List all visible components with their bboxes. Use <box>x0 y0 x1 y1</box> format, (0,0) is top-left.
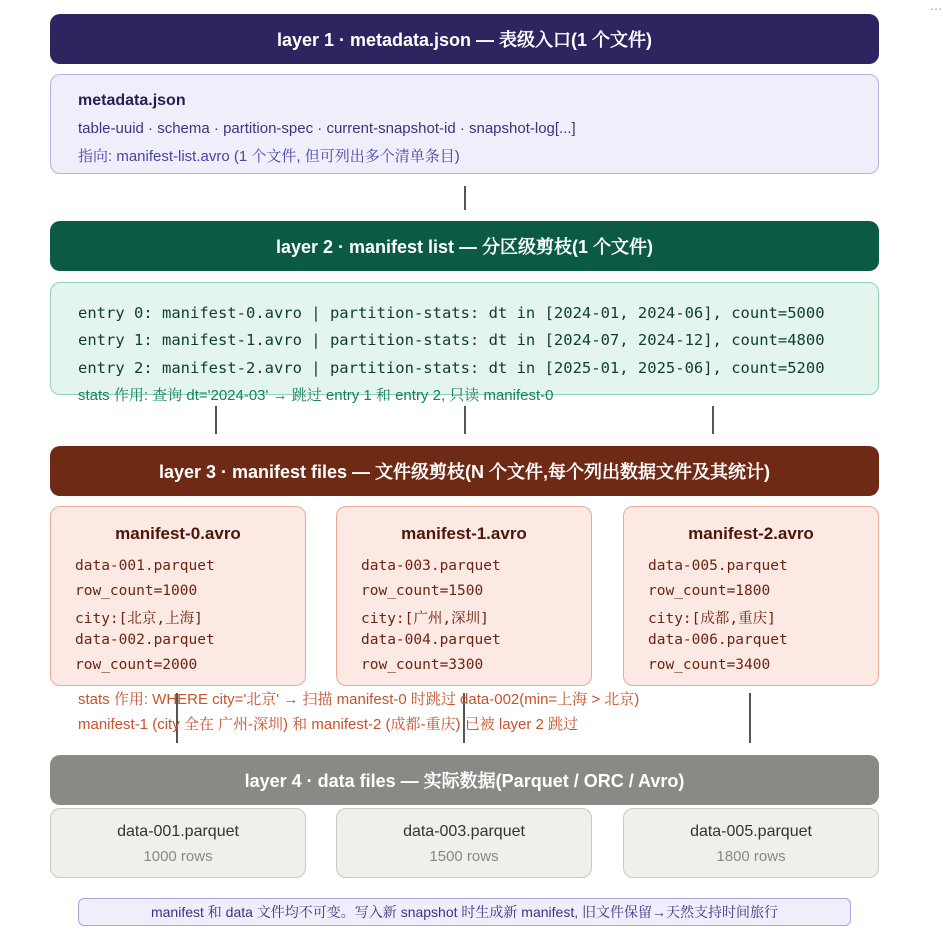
layer3-header: layer 3 · manifest files — 文件级剪枝(N 个文件,每个列出数据文件及其统计) <box>50 446 879 496</box>
manifest-1-title: manifest-1.avro <box>401 524 527 543</box>
manifest-0-title: manifest-0.avro <box>115 524 241 543</box>
connector-manifest2-data <box>749 693 751 743</box>
manifest-files-stats-note: stats 作用: WHERE city='北京' → 扫描 manifest-0 时跳过 data-002(min=上海 > 北京) <box>78 691 640 708</box>
manifest-1-line: row_count=3300 <box>361 657 484 673</box>
manifest-list-entry-2: entry 2: manifest-2.avro | partition-stats: dt in [2025-01, 2025-06], count=5200 <box>78 359 825 377</box>
data-file-2-name: data-005.parquet <box>690 823 812 840</box>
data-file-1-box <box>336 808 592 878</box>
data-file-2-rows: 1800 rows <box>716 848 786 865</box>
connector-entry0 <box>215 406 217 434</box>
data-file-0-name: data-001.parquet <box>117 823 239 840</box>
connector-entry2 <box>712 406 714 434</box>
manifest-2-line: row_count=1800 <box>648 583 771 599</box>
connector-entry1 <box>464 406 466 434</box>
data-file-0-rows: 1000 rows <box>143 848 213 865</box>
connector-layer1-layer2 <box>464 186 466 210</box>
layer4-header: layer 4 · data files — 实际数据(Parquet / ORC / Avro) <box>50 755 879 805</box>
manifest-list-stats-note: stats 作用: 查询 dt='2024-03' → 跳过 entry 1 和 entry 2, 只读 manifest-0 <box>78 387 554 404</box>
manifest-2-line: city:[成都,重庆] <box>648 611 776 627</box>
data-file-0-box <box>50 808 306 878</box>
manifest-0-line: data-001.parquet <box>75 558 215 574</box>
data-file-1-rows: 1500 rows <box>429 848 499 865</box>
data-file-2-box <box>623 808 879 878</box>
layer2-header: layer 2 · manifest list — 分区级剪枝(1 个文件) <box>50 221 879 271</box>
manifest-1-line: row_count=1500 <box>361 583 484 599</box>
manifest-files-skip-note: manifest-1 (city 全在 广州-深圳) 和 manifest-2 (成都-重庆) 已被 layer 2 跳过 <box>78 716 579 733</box>
manifest-1-line: data-004.parquet <box>361 632 501 648</box>
immutability-footer-note: manifest 和 data 文件均不可变。写入新 snapshot 时生成新 manifest, 旧文件保留→天然支持时间旅行 <box>78 898 851 926</box>
manifest-0-line: row_count=1000 <box>75 583 198 599</box>
layer1-header: layer 1 · metadata.json — 表级入口(1 个文件) <box>50 14 879 64</box>
data-file-1-name: data-003.parquet <box>403 823 525 840</box>
more-options-icon[interactable]: ⋯ <box>930 2 943 16</box>
manifest-list-entry-1: entry 1: manifest-1.avro | partition-stats: dt in [2024-07, 2024-12], count=4800 <box>78 331 825 349</box>
manifest-2-line: data-005.parquet <box>648 558 788 574</box>
manifest-0-line: row_count=2000 <box>75 657 198 673</box>
manifest-list-entry-0: entry 0: manifest-0.avro | partition-stats: dt in [2024-01, 2024-06], count=5000 <box>78 304 825 322</box>
manifest-2-line: data-006.parquet <box>648 632 788 648</box>
manifest-0-line: city:[北京,上海] <box>75 611 203 627</box>
manifest-1-line: city:[广州,深圳] <box>361 611 489 627</box>
manifest-1-line: data-003.parquet <box>361 558 501 574</box>
metadata-fields: table-uuid · schema · partition-spec · current-snapshot-id · snapshot-log[...] <box>78 120 576 137</box>
manifest-2-line: row_count=3400 <box>648 657 771 673</box>
metadata-title: metadata.json <box>78 92 186 109</box>
manifest-2-title: manifest-2.avro <box>688 524 814 543</box>
manifest-0-line: data-002.parquet <box>75 632 215 648</box>
metadata-pointer: 指向: manifest-list.avro (1 个文件, 但可列出多个清单条目) <box>78 148 460 165</box>
